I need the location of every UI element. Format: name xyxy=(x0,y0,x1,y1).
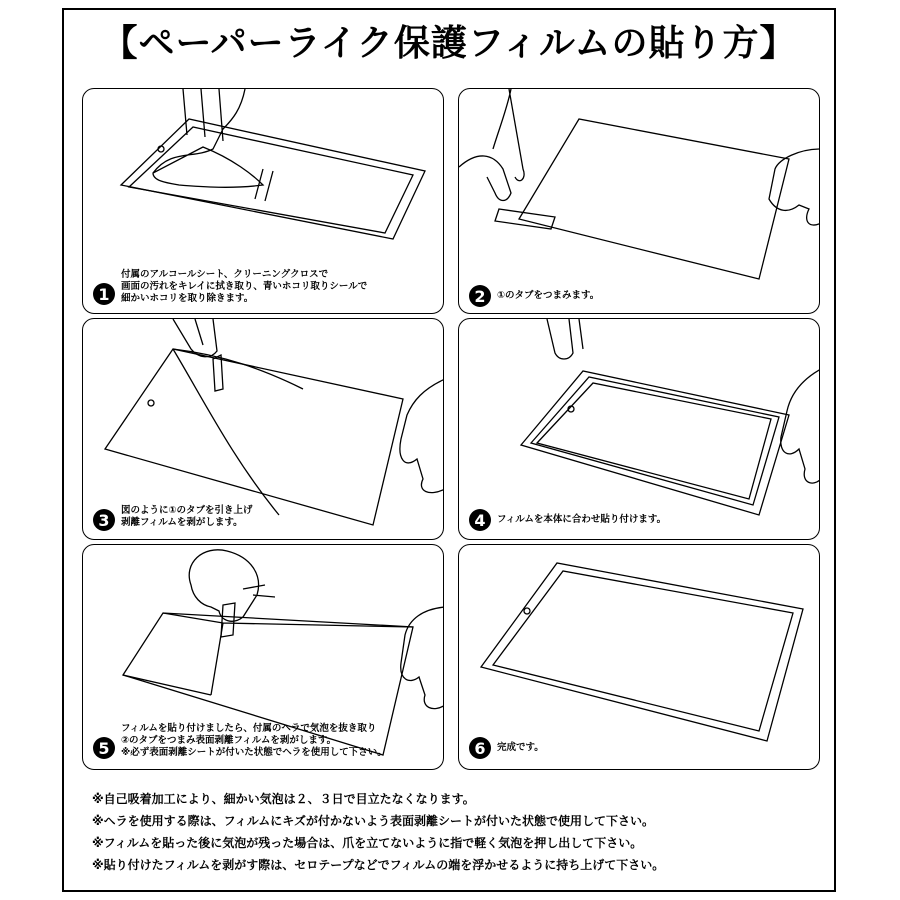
step-4 xyxy=(469,509,666,531)
step-4-illustration xyxy=(459,319,820,540)
tab xyxy=(221,603,235,637)
squeegee-line xyxy=(123,613,413,695)
right-hand xyxy=(781,369,820,483)
screen-outline xyxy=(493,571,793,731)
tab xyxy=(213,355,223,391)
step-6 xyxy=(469,737,544,759)
step-caption: 完成です。 xyxy=(497,742,544,753)
step-5-panel xyxy=(82,544,444,770)
step-2 xyxy=(469,285,599,307)
right-hand xyxy=(400,379,444,493)
step-caption: ①のタブをつまみます。 xyxy=(497,290,600,301)
note-item: ※貼り付けたフィルムを剥がす際は、セロテープなどでフィルムの端を浮かせるように持ち上げて下さい。 xyxy=(92,858,665,872)
right-hand xyxy=(401,607,444,709)
right-hand xyxy=(769,149,820,225)
step-number: 3 xyxy=(93,509,115,531)
step-2-illustration xyxy=(459,89,820,314)
tablet-outline xyxy=(121,119,425,239)
step-caption: 付属のアルコールシート、クリーニングクロスで 画面の汚れをキレイに拭き取り、青いホコリ取りシールで 細かいホコリを取り除きます。 xyxy=(121,269,368,304)
step-1 xyxy=(93,269,367,305)
tablet-outline xyxy=(481,563,803,741)
step-1-panel xyxy=(82,88,444,314)
notes-list xyxy=(92,788,812,876)
step-caption: フィルムを貼り付けましたら、付属のヘラで気泡を抜き取り ②のタブをつまみ表面剥離フィルムを剥がします。 ※必ず表面剥離シートが付いた状態でヘラを使用して下さい。 xyxy=(121,723,387,758)
step-number: 5 xyxy=(93,737,115,759)
step-6-panel xyxy=(458,544,820,770)
step-number: 2 xyxy=(469,285,491,307)
tablet-outline xyxy=(521,371,789,515)
page-title: 【ペーパーライク保護フィルムの貼り方】 xyxy=(101,23,797,64)
note-item: ※ヘラを使用する際は、フィルムにキズが付かないよう表面剥離シートが付いた状態で使用して下さい。 xyxy=(92,814,654,828)
note-item: ※自己吸着加工により、細かい気泡は２、３日で目立たなくなります。 xyxy=(92,792,475,806)
step-5 xyxy=(93,723,387,759)
left-hand xyxy=(547,319,583,359)
film-outline xyxy=(519,119,789,279)
peeling-film xyxy=(173,349,303,515)
step-2-panel xyxy=(458,88,820,314)
step-3 xyxy=(93,505,253,531)
tablet-outline xyxy=(105,349,403,525)
left-hand xyxy=(459,89,524,201)
step-number: 6 xyxy=(469,737,491,759)
step-caption: フィルムを本体に合わせ貼り付けます。 xyxy=(497,514,667,525)
step-number: 4 xyxy=(469,509,491,531)
note-item: ※フィルムを貼った後に気泡が残った場合は、爪を立てないように指で軽く気泡を押し出して下さい。 xyxy=(92,836,643,850)
hand-with-squeegee xyxy=(189,550,275,621)
step-4-panel xyxy=(458,318,820,540)
step-3-panel xyxy=(82,318,444,540)
step-number: 1 xyxy=(93,283,115,305)
step-caption: 図のように①のタブを引き上げ 剥離フィルムを剥がします。 xyxy=(121,505,253,528)
left-hand xyxy=(173,319,217,357)
